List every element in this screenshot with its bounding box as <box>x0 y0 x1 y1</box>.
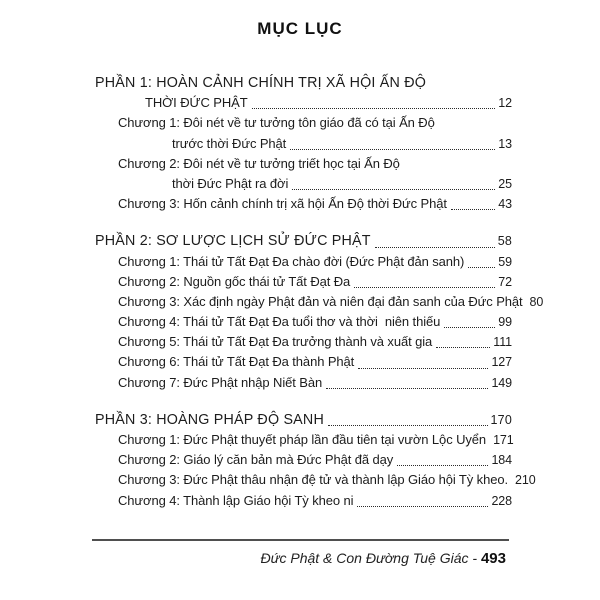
toc-page-number: 171 <box>493 433 514 447</box>
toc-page-number: 228 <box>491 493 512 508</box>
toc-entry-label: Chương 4: Thái tử Tất Đạt Đa tuổi thơ và thời niên thiếu <box>118 314 441 330</box>
toc-entry-label: Chương 5: Thái tử Tất Đạt Đa trưởng thành và xuất gia <box>118 334 433 350</box>
toc-entry-label: thời Đức Phật ra đời <box>172 175 289 191</box>
toc-row <box>95 113 512 133</box>
toc-page-number: 99 <box>498 315 512 330</box>
toc-row <box>95 154 512 174</box>
footer-separator: - <box>468 550 481 566</box>
toc-row <box>95 93 512 113</box>
dot-leader <box>451 208 495 210</box>
toc-entry-label: PHẦN 1: HOÀN CẢNH CHÍNH TRỊ XÃ HỘI ẤN ĐỘ <box>95 75 427 91</box>
toc-entry-label: Chương 3: Đức Phật thâu nhận đệ tử và thành lập Giáo hội Tỳ kheo. <box>118 472 508 488</box>
toc-entry-label: PHẦN 3: HOÀNG PHÁP ĐỘ SANH <box>95 411 324 428</box>
toc-page-number: 80 <box>529 294 544 309</box>
dot-leader <box>375 246 495 248</box>
toc-page-number: 59 <box>498 254 512 269</box>
toc-entry-label: Chương 1: Thái tử Tất Đạt Đa chào đời (Đức Phật đản sanh) <box>118 253 465 269</box>
dot-leader <box>252 107 496 109</box>
toc-entry-label: PHẦN 2: SƠ LƯỢC LỊCH SỬ ĐỨC PHẬT <box>95 233 371 250</box>
toc-page-number: 210 <box>514 473 536 488</box>
dot-leader <box>358 367 488 369</box>
toc-page-number: 127 <box>491 355 512 370</box>
toc-entry-label: Chương 2: Đôi nét về tư tưởng triết học tại Ấn Độ <box>118 155 400 171</box>
toc-entry-label: Chương 4: Thành lập Giáo hội Tỳ kheo ni <box>118 492 354 508</box>
dot-leader <box>354 286 495 288</box>
toc-entry-label: THỜI ĐỨC PHẬT <box>145 95 248 111</box>
toc-entry-label: Chương 1: Đức Phật thuyết pháp lần đầu tiên tại vườn Lộc Uyển <box>118 432 487 447</box>
toc-row <box>95 352 512 372</box>
toc-row <box>95 332 512 352</box>
toc-entry-label: Chương 2: Nguồn gốc thái tử Tất Đạt Đa <box>118 273 351 289</box>
toc-entry-label: Chương 6: Thái tử Tất Đạt Đa thành Phật <box>118 354 355 370</box>
toc-row <box>95 373 512 393</box>
toc-page-number: 58 <box>497 234 512 249</box>
toc-page-number: 43 <box>498 197 512 212</box>
toc-row <box>95 491 512 511</box>
toc-page-number: 170 <box>490 412 512 427</box>
dot-leader <box>290 148 495 150</box>
toc-row <box>95 410 512 430</box>
toc-row <box>95 134 512 154</box>
toc-row <box>95 252 512 272</box>
toc-row <box>95 73 512 93</box>
footer-book-title: Đức Phật & Con Đường Tuệ Giác <box>260 550 469 566</box>
toc-page-number: 12 <box>498 96 512 111</box>
toc-row <box>95 312 512 332</box>
toc-page-number: 72 <box>498 274 512 289</box>
toc-page-number: 25 <box>498 176 512 191</box>
toc-entry-label: Chương 7: Đức Phật nhập Niết Bàn <box>118 374 323 390</box>
toc-row <box>95 194 512 214</box>
toc-page-number: 13 <box>498 136 512 151</box>
toc-row <box>95 272 512 292</box>
toc-entry-label: Chương 3: Xác định ngày Phật đản và niên đại đản sanh của Đức Phật <box>118 293 523 309</box>
toc-row <box>95 470 536 490</box>
dot-leader <box>326 387 488 389</box>
toc-row <box>95 292 544 312</box>
toc-entry-label: Chương 1: Đôi nét về tư tưởng tôn giáo đã có tại Ấn Độ <box>118 115 435 131</box>
dot-leader <box>328 424 488 426</box>
toc-page-number: 111 <box>493 335 512 350</box>
toc-section <box>95 410 536 511</box>
dot-leader <box>444 326 495 328</box>
toc-section <box>95 231 544 393</box>
toc-page-number: 184 <box>491 453 512 468</box>
footer-divider <box>92 539 509 541</box>
dot-leader <box>357 505 488 507</box>
footer-page-number: 493 <box>480 550 506 567</box>
page-title: MỤC LỤC <box>257 19 343 38</box>
toc-row <box>95 430 512 450</box>
toc-entry-label: Chương 2: Giáo lý căn bản mà Đức Phật đã dạy <box>118 452 394 468</box>
toc-row <box>95 174 512 194</box>
toc-section <box>95 73 512 214</box>
dot-leader <box>292 188 495 190</box>
toc-row <box>95 450 512 470</box>
toc-entry-label: trước thời Đức Phật <box>172 135 287 151</box>
dot-leader <box>397 464 488 466</box>
table-of-contents <box>95 73 544 511</box>
toc-row <box>95 231 512 251</box>
footer <box>260 550 506 567</box>
dot-leader <box>468 266 495 268</box>
toc-page-number: 149 <box>491 375 512 390</box>
dot-leader <box>436 346 490 348</box>
toc-entry-label: Chương 3: Hốn cảnh chính trị xã hội Ấn Độ thời Đức Phật <box>118 196 447 212</box>
